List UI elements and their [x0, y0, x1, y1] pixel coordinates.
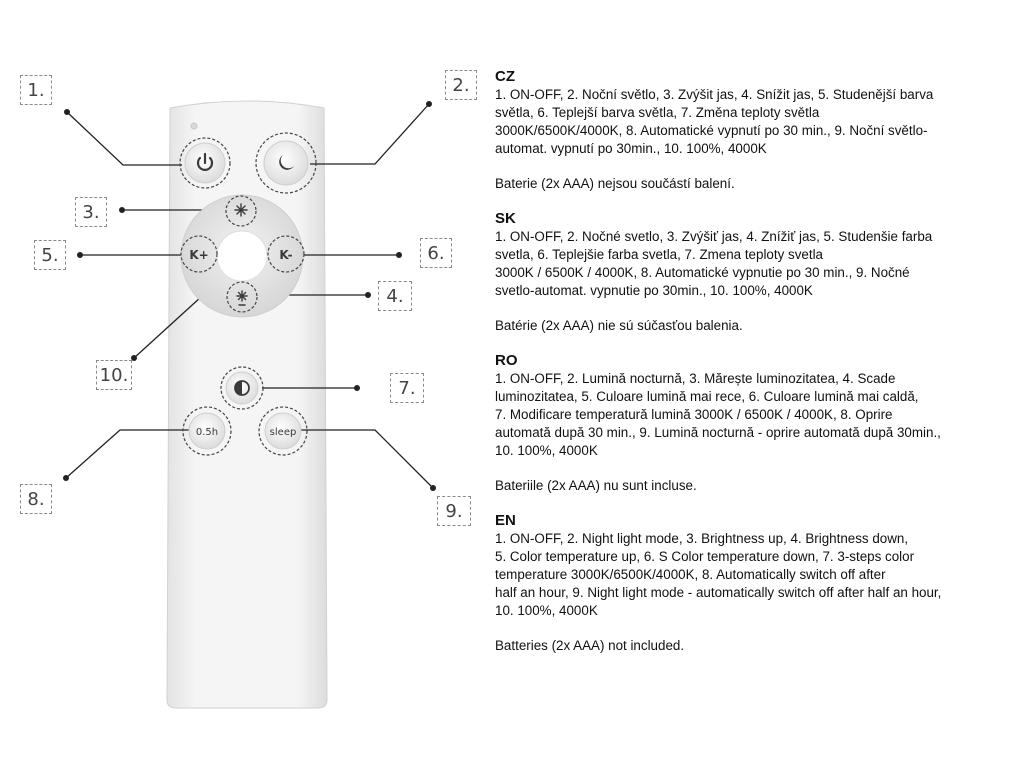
section-line: automată după 30 min., 9. Lumină nocturnă - oprire automată după 30min.,	[495, 425, 941, 440]
section-sk	[495, 209, 1020, 335]
k-plus-label: K+	[189, 248, 209, 262]
callout-1: 1.	[20, 75, 52, 105]
section-cz	[495, 67, 1020, 193]
section-ro	[495, 351, 1020, 495]
section-line: half an hour, 9. Night light mode - automatically switch off after half an hour,	[495, 585, 942, 600]
section-code: CZ	[495, 68, 515, 85]
sleep-label: sleep	[269, 427, 297, 438]
battery-note: Baterie (2x AAA) nejsou součástí balení.	[495, 176, 735, 191]
battery-note: Bateriile (2x AAA) nu sunt incluse.	[495, 478, 697, 493]
section-line: automat. vypnutí po 30min., 10. 100%, 4000K	[495, 141, 767, 156]
section-line: temperature 3000K/6500K/4000K, 8. Automatically switch off after	[495, 567, 886, 582]
section-line: svetlo-automat. vypnutie po 30min., 10. 100%, 4000K	[495, 283, 813, 298]
battery-note: Batérie (2x AAA) nie sú súčasťou balenia.	[495, 318, 743, 333]
section-code: EN	[495, 512, 516, 529]
section-line: 5. Color temperature up, 6. S Color temperature down, 7. 3-steps color	[495, 549, 915, 564]
timer-label: 0.5h	[195, 427, 219, 438]
full-brightness-button[interactable]	[217, 231, 267, 281]
section-line: 1. ON-OFF, 2. Night light mode, 3. Brightness up, 4. Brightness down,	[495, 531, 909, 546]
indicator-led	[191, 123, 197, 129]
k-minus-label: K-	[279, 248, 293, 262]
callout-2: 2.	[445, 70, 477, 100]
section-line: 3000K/6500K/4000K, 8. Automatické vypnutí po 30 min., 9. Noční světlo-	[495, 123, 928, 138]
callout-4: 4.	[378, 281, 412, 311]
remote-body	[167, 101, 327, 708]
callout-6: 6.	[420, 238, 452, 268]
section-line: svetla, 6. Teplejšie farba svetla, 7. Zmena teploty svetla	[495, 247, 823, 262]
section-line: 3000K / 6500K / 4000K, 8. Automatické vypnutie po 30 min., 9. Nočné	[495, 265, 910, 280]
sun-plus-icon	[235, 204, 247, 216]
section-line: 7. Modificare temperatură lumină 3000K / 6500K / 4000K, 8. Oprire	[495, 407, 893, 422]
section-line: světla, 6. Teplejší barva světla, 7. Změna teploty světla	[495, 105, 820, 120]
callout-5: 5.	[34, 240, 66, 270]
section-en	[495, 511, 1020, 655]
callout-7: 7.	[390, 373, 424, 403]
callout-3: 3.	[75, 197, 107, 227]
section-line: 1. ON-OFF, 2. Lumină nocturnă, 3. Mărește luminozitatea, 4. Scade	[495, 371, 896, 386]
section-line: 1. ON-OFF, 2. Nočné svetlo, 3. Zvýšiť jas, 4. Znížiť jas, 5. Studenšie farba	[495, 229, 933, 244]
section-line: 10. 100%, 4000K	[495, 603, 598, 618]
section-line: 10. 100%, 4000K	[495, 443, 598, 458]
section-line: luminozitatea, 5. Culoare lumină mai rece, 6. Culoare lumină mai caldă,	[495, 389, 919, 404]
instructions	[495, 67, 1020, 671]
battery-note: Batteries (2x AAA) not included.	[495, 638, 685, 653]
callout-9: 9.	[437, 496, 471, 526]
callout-10: 10.	[96, 360, 132, 390]
callout-8: 8.	[20, 484, 52, 514]
section-code: RO	[495, 352, 518, 369]
section-line: 1. ON-OFF, 2. Noční světlo, 3. Zvýšit jas, 4. Snížit jas, 5. Studenější barva	[495, 87, 934, 102]
section-code: SK	[495, 210, 516, 227]
